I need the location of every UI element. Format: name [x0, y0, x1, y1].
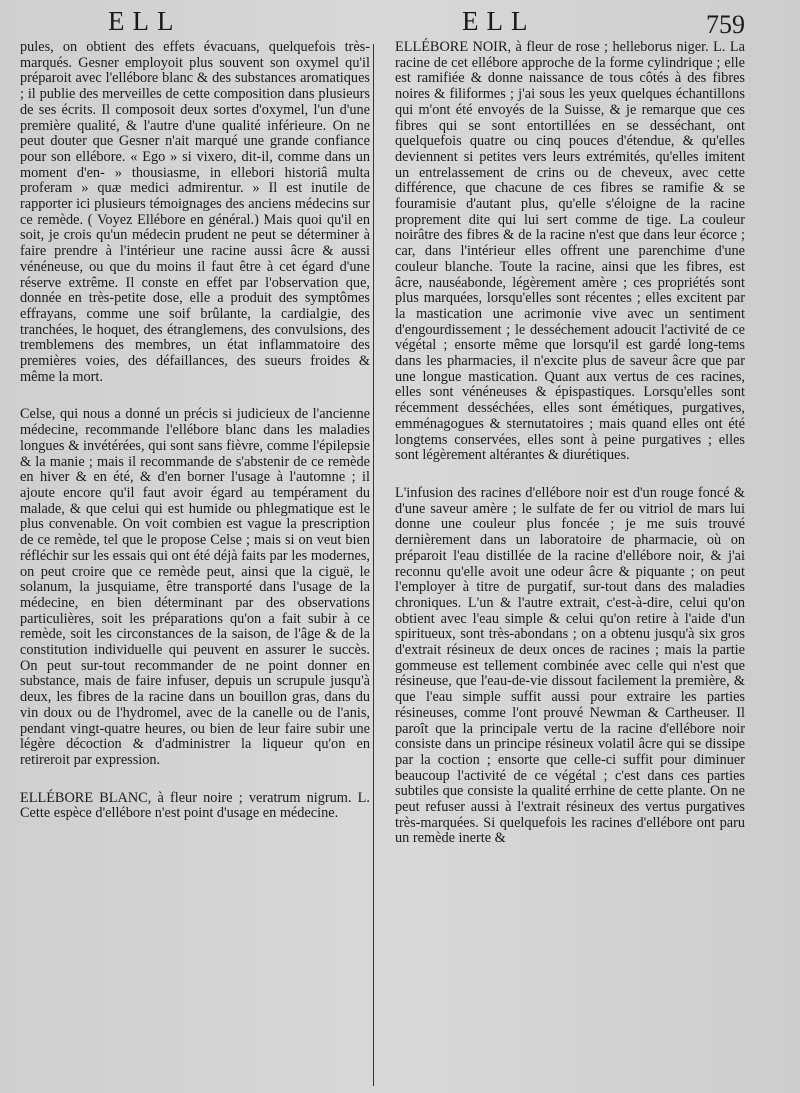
- left-column: [20, 40, 370, 832]
- running-head-left: ELL: [108, 6, 182, 36]
- page-number: 759: [706, 10, 745, 39]
- paragraph: Celse, qui nous a donné un précis si judicieux de l'ancienne médecine, recommande l'ellébore blanc dans les maladies longues & invétérées, qui sont sans fièvre, comme l'épilepsie & la manie ; mais il recommande de s'abstenir de ce remède en hiver & en été, & d'en borner l'usage à l'automne ; il ajoute encore qu'il faut avoir égard au tempérament du malade, & que celui qui est humide ou phlegmatique est le plus convenable. On voit combien est vague la prescription de ce remède, tel que le propose Celse ; mais si on veut bien réfléchir sur les essais qui ont été déjà faits par les modernes, on peut croire que ce remède peut, ainsi que la ciguë, le solanum, la jusquiame, être transporté dans l'usage de la médecine, en bien déterminant par des observations particulières, soit les préparations qu'on a fait subir à ce remède, soit les circonstances de la saison, de l'âge & de la constitution individuelle qui peuvent en assurer le succès. On peut sur-tout recommander de ne point donner en substance, mais de faire infuser, depuis un scrupule jusqu'à deux, les fibres de la racine dans un bouillon gras, dans du vin doux ou de l'hydromel, avec de la canelle ou de l'anis, pendant vingt-quatre heures, ou bien de leur faire subir une légère décoction & d'administrer la liqueur qu'on en retireroit par expression.: [20, 406, 370, 768]
- paragraph: ELLÉBORE BLANC, à fleur noire ; veratrum nigrum. L. Cette espèce d'ellébore n'est point d'usage en médecine.: [20, 789, 370, 822]
- column-divider: [373, 44, 374, 1086]
- paragraph: L'infusion des racines d'ellébore noir est d'un rouge foncé & d'une saveur amère ; le sulfate de fer ou vitriol de mars lui donne une couleur plus foncée ; je me suis trouvé dernièrement dans un laboratoire de pharmacie, où on préparoit l'eau distillée de la racine d'ellébore noir, & j'ai reconnu qu'elle avoit une odeur âcre & piquante ; on peut l'employer à titre de purgatif, sur-tout dans des maladies chroniques. L'un & l'autre extrait, c'est-à-dire, celui qu'on obtient avec l'eau simple & celui qu'on retire à l'aide d'un spiritueux, sont très-abondans ; on a obtenu jusqu'à six gros d'extrait résineux de deux onces de racines ; mais la partie gommeuse est tellement combinée avec celle qui n'est que résineuse, que l'eau-de-vie dissout facilement la première, & que l'eau simple suffit aussi pour extraire les parties résineuses, comme l'ont prouvé Newman & Cartheuser. Il paroît que la principale vertu de la racine d'ellébore noir consiste dans un principe résineux volatil âcre qui se dissipe par la coction ; ensorte que celle-ci suffit pour diminuer beaucoup l'activité de ce végétal ; c'est dans ces parties subtiles que consiste la qualité errhine de cette plante. On ne peut refuser aussi à l'extrait résineux des vertus purgatives très-marquées. Si quelquefois les racines d'ellébore ont paru un remède inerte &: [395, 484, 745, 847]
- right-column: [395, 40, 745, 857]
- running-head-center: ELL: [462, 6, 536, 36]
- running-header: [0, 4, 800, 38]
- paragraph: pules, on obtient des effets évacuans, quelquefois très-marqués. Gesner employoit plus souvent son oxymel qu'il préparoit avec l'ellébore blanc & des substances aromatiques ; il publie des merveilles de cette composition dans plusieurs de ses écrits. Il composoit deux sortes d'oxymel, l'un d'une première qualité, & l'autre d'une qualité inférieure. On ne peut douter que Gesner n'ait marqué une grande confiance pour son ellébore. « Ego » si vixero, dit-il, comme dans un moment d'en- » thousiasme, in ellebori historiâ multa proferam » quæ medici admirentur. » Il est inutile de rapporter ici plusieurs témoignages des anciens médecins sur ce remède. ( Voyez Ellébore en général.) Mais quoi qu'il en soit, je crois qu'un médecin prudent ne peut se déterminer à faire prendre à l'intérieur une racine aussi âcre & aussi vénéneuse, ou que du moins il faut être à cet égard d'une réserve extrême. Il conste en effet par l'observation que, donnée en très-petite dose, elle a produit des symptômes effrayans, comme une soif brûlante, la cardialgie, des tranchées, le hoquet, des étranglemens, des convulsions, des tremblemens des membres, un état inflammatoire des premières voies, des défaillances, des sueurs froides & même la mort.: [20, 39, 370, 385]
- paragraph: ELLÉBORE NOIR, à fleur de rose ; helleborus niger. L. La racine de cet ellébore approche de la forme cylindrique ; elle est ramifiée & donne naissance de tous côtés à des fibres noires & filiformes ; j'ai sous les yeux quelques échantillons qui m'ont été envoyés de la Suisse, & je remarque que ces fibres qui se sont entortillées en se desséchant, ont quelquefois quatre ou cinq pouces d'étendue, & qu'elles deviennent si petites vers leurs extrémités, qu'elles imitent un entrelassement de crins ou de cheveux, avec cette différence, que chacune de ces fibres se ramifie & se fouramisie d'autant plus, qu'elle s'éloigne de la racine proprement dite qui lui sert comme de tige. La couleur noirâtre des fibres & de la racine n'est que dans leur écorce ; car, dans l'intérieur elles offrent une parenchime d'une couleur blanche. Toute la racine, ainsi que les fibres, est âcre, nauséabonde, légèrement amère ; ces propriétés sont plus marquées, lorsqu'elles sont récentes ; elles excitent par la mastication une acrimonie vive avec un sentiment d'engourdissement ; le desséchement adoucit l'activité de ce végétal ; ensorte même que lorsqu'il est gardé long-tems dans les pharmacies, il n'excite plus de saveur âcre que par une longue mastication. Quant aux vertus de ces racines, elles sont vénéneuses & épispastiques. Lorsqu'elles sont récemment desséchées, elles sont émétiques, purgatives, emménagogues & sternutatoires ; mais quand elles ont été longtems conservées, elles sont à peine purgatives ; elles sont légèrement altérantes & diurétiques.: [395, 39, 745, 464]
